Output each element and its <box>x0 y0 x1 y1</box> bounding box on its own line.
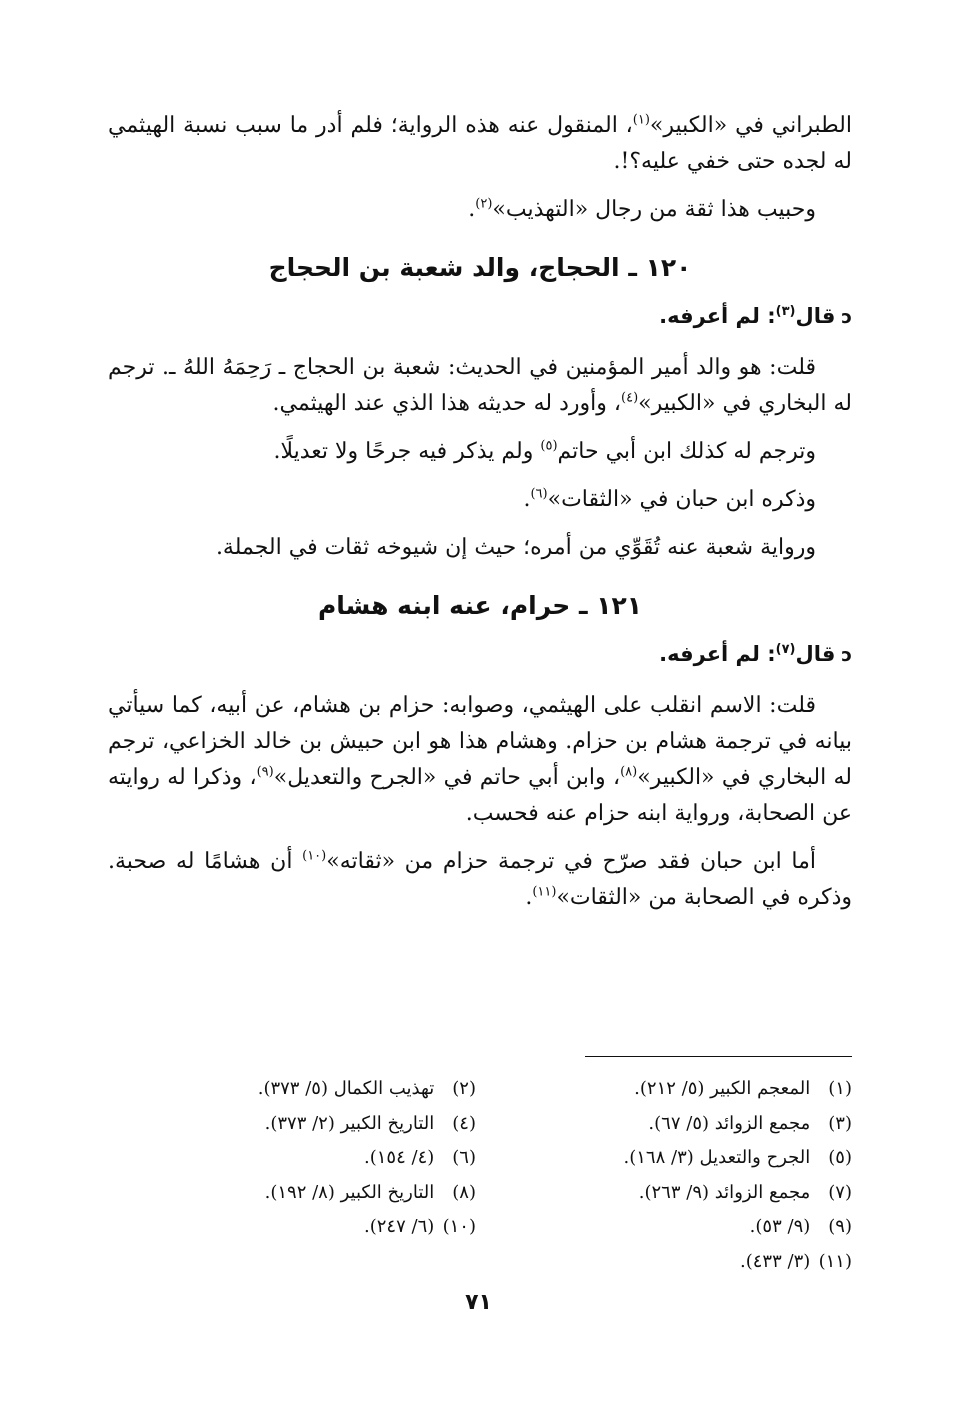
qal-line-121: ɔقال$^{(٧)}$: لم أعرفه. <box>108 636 852 674</box>
qal-line-120: ɔقال$^{(٣)}$: لم أعرفه. <box>108 298 852 336</box>
footnote-ref-7[interactable]: (٧) <box>775 642 796 657</box>
footnote-1: (١) المعجم الكبير (٥/ ٢١٢). <box>634 1078 852 1099</box>
footnote-7: (٧) مجمع الزوائد (٩/ ٢٦٣). <box>638 1181 852 1203</box>
footnote-3: (٣) مجمع الزوائد (٥/ ٦٧). <box>648 1112 852 1134</box>
circle-c-bullet-icon: ɔ <box>841 645 852 666</box>
footnote-ref-9[interactable]: (٩) <box>256 764 274 780</box>
footnote-ref-6[interactable]: (٦) <box>530 486 548 502</box>
footnotes <box>130 1072 852 1279</box>
paragraph-4: وترجم له كذلك ابن أبي حاتم$^{(٥)}$ ولم يذكر فيه جرحًا ولا تعديلًا. <box>273 438 816 464</box>
page-number: ٧١ <box>465 1290 492 1315</box>
footnote-ref-5[interactable]: (٥) <box>540 438 558 454</box>
footnote-ref-4[interactable]: (٤) <box>621 390 639 406</box>
footnote-10: (١٠) (٦/ ٢٤٧). <box>364 1216 476 1237</box>
footnote-6: (٦) (٤/ ١٥٤). <box>364 1147 476 1168</box>
footnote-ref-1[interactable]: (١) <box>632 112 650 128</box>
section-heading-120: ١٢٠ ـ الحجاج، والد شعبة بن الحجاج <box>268 253 692 282</box>
footnote-ref-3[interactable]: (٣) <box>775 304 796 319</box>
paragraph-1: الطبراني في «الكبير»$^{(١)}$، المنقول عنه هذه الرواية؛ فلم أدر ما سبب نسبة الهيثمي له لجده حتى خفي عليه؟!. <box>108 112 852 174</box>
footnote-5: (٥) الجرح والتعديل (٣/ ١٦٨). <box>623 1147 852 1168</box>
paragraph-3: قلت: هو والد أمير المؤمنين في الحديث: شعبة بن الحجاج ـ رَحِمَهُ اللهُ ـ. ترجم له البخاري في «الكبير»$^{(٤)}$، وأورد له حديثه هذا الذي عند الهيثمي. <box>108 355 852 416</box>
footnote-divider <box>585 1056 852 1057</box>
footnote-8: (٨) التاريخ الكبير (٨/ ١٩٢). <box>264 1181 476 1203</box>
circle-c-bullet-icon: ɔ <box>841 307 852 328</box>
footnote-ref-2[interactable]: (٢) <box>475 196 493 212</box>
section-heading-121: ١٢١ ـ حرام، عنه ابنه هشام <box>317 591 643 620</box>
footnote-11: (١١) (٣/ ٤٣٣). <box>740 1250 852 1272</box>
footnote-2: (٢) تهذيب الكمال (٥/ ٣٧٣). <box>257 1078 476 1099</box>
footnote-ref-8[interactable]: (٨) <box>620 764 638 780</box>
footnote-ref-10[interactable]: (١٠) <box>302 848 327 864</box>
footnote-4: (٤) التاريخ الكبير (٢/ ٣٧٣). <box>264 1112 476 1134</box>
paragraph-6: ورواية شعبة عنه تُقَوِّي من أمره؛ حيث إن شيوخه ثقات في الجملة. <box>215 535 816 560</box>
paragraph-2: وحبيب هذا ثقة من رجال «التهذيب»$^{(٢)}$. <box>468 196 816 222</box>
main-text <box>108 108 852 928</box>
footnote-ref-11[interactable]: (١١) <box>532 884 557 900</box>
paragraph-5: وذكره ابن حبان في «الثقات»$^{(٦)}$. <box>523 486 816 512</box>
paragraph-7: قلت: الاسم انقلب على الهيثمي، وصوابه: حزام بن هشام، عن أبيه، كما سيأتي بيانه في ترجمة هشام بن حزام. وهشام هذا هو ابن حبيش بن خالد الخزاعي، ترجم له البخاري في «الكبير»$^{(٨)}$، وابن أبي حاتم في «الجرح والتعديل»$^{(٩)}$، وذكرا له روايته عن الصحابة، ورواية ابنه حزام عنه فحسب. <box>108 693 852 826</box>
footnote-9: (٩) (٩/ ٥٣). <box>749 1216 852 1237</box>
paragraph-8: أما ابن حبان فقد صرّح في ترجمة حزام من «ثقاته»$^{(١٠)}$ أن هشامًا له صحبة. وذكره في الصحابة من «الثقات»$^{(١١)}$. <box>108 848 852 910</box>
